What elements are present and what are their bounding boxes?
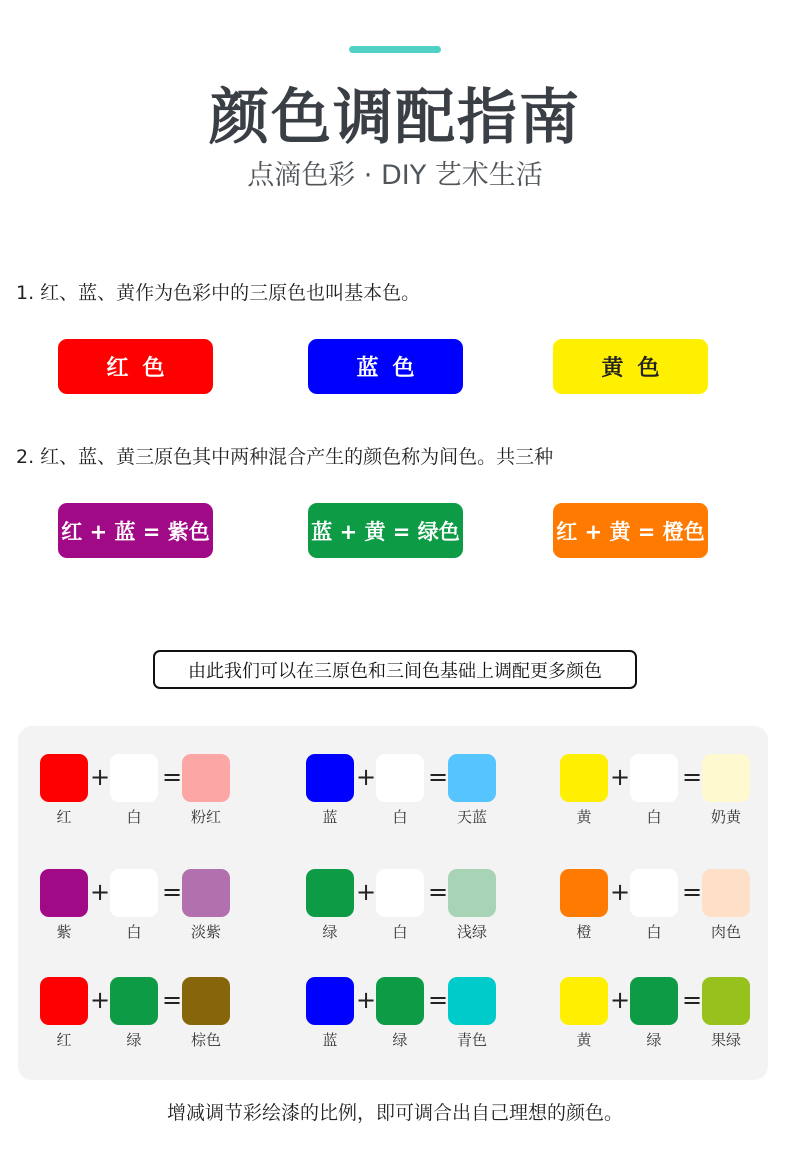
color-swatch-label: 浅绿 [456, 923, 487, 941]
color-swatch-label: 果绿 [710, 1031, 741, 1049]
secondary-colors-text: 2. 红、蓝、黄三原色其中两种混合产生的颜色称为间色。共三种 [16, 446, 554, 468]
color-swatch-label: 棕色 [190, 1031, 221, 1049]
equals-sign: = [428, 986, 449, 1014]
color-swatch-label: 白 [392, 808, 408, 826]
color-swatch-result [702, 869, 750, 917]
more-colors-callout: 由此我们可以在三原色和三间色基础上调配更多颜色 [153, 650, 637, 689]
pill-green-mix-label: 蓝 + 黄 = 绿色 [311, 519, 460, 544]
color-swatch-input [40, 869, 88, 917]
color-swatch-label: 绿 [126, 1031, 142, 1049]
color-swatch-result [182, 869, 230, 917]
color-swatch-label: 奶黄 [710, 808, 741, 826]
equals-sign: = [682, 763, 703, 791]
plus-sign: + [90, 878, 111, 906]
color-swatch-label: 粉红 [190, 808, 221, 826]
color-swatch-label: 紫 [56, 923, 72, 941]
color-swatch-input [630, 977, 678, 1025]
color-swatch-label: 青色 [456, 1031, 487, 1049]
color-swatch-input [630, 754, 678, 802]
color-swatch-label: 绿 [322, 923, 338, 941]
color-swatch-label: 蓝 [322, 1031, 338, 1049]
color-swatch-label: 白 [392, 923, 408, 941]
color-swatch-result [448, 754, 496, 802]
color-swatch-label: 蓝 [322, 808, 338, 826]
pill-blue-label: 蓝色 [356, 356, 429, 381]
color-swatch-label: 黄 [576, 808, 592, 826]
color-swatch-result [182, 754, 230, 802]
plus-sign: + [90, 763, 111, 791]
title-accent-bar [349, 46, 441, 53]
color-swatch-input [110, 869, 158, 917]
color-swatch-input [376, 754, 424, 802]
plus-sign: + [90, 986, 111, 1014]
pill-orange-mix-label: 红 + 黄 = 橙色 [556, 519, 705, 544]
plus-sign: + [356, 763, 377, 791]
color-swatch-input [40, 754, 88, 802]
footer-note: 增减调节彩绘漆的比例，即可调合出自己理想的颜色。 [166, 1102, 623, 1124]
page-subtitle: 点滴色彩 · DIY 艺术生活 [247, 160, 543, 191]
color-swatch-input [110, 977, 158, 1025]
color-swatch-input [376, 869, 424, 917]
equals-sign: = [428, 878, 449, 906]
color-swatch-label: 绿 [646, 1031, 662, 1049]
equals-sign: = [428, 763, 449, 791]
color-swatch-input [306, 977, 354, 1025]
pill-green-mix [308, 503, 463, 558]
color-swatch-label: 白 [646, 923, 662, 941]
plus-sign: + [356, 878, 377, 906]
color-swatch-result [448, 869, 496, 917]
color-swatch-input [560, 869, 608, 917]
mixing-chart-panel [18, 726, 768, 1080]
plus-sign: + [610, 878, 631, 906]
primary-colors-text: 1. 红、蓝、黄作为色彩中的三原色也叫基本色。 [16, 282, 421, 304]
color-swatch-input [630, 869, 678, 917]
color-swatch-result [182, 977, 230, 1025]
color-swatch-label: 橙 [576, 923, 592, 941]
pill-purple-mix-label: 红 + 蓝 = 紫色 [61, 519, 210, 544]
plus-sign: + [356, 986, 377, 1014]
color-swatch-result [702, 977, 750, 1025]
color-swatch-result [702, 754, 750, 802]
equals-sign: = [682, 878, 703, 906]
pill-red-label: 红色 [106, 356, 179, 381]
pill-orange-mix [553, 503, 708, 558]
pill-yellow [553, 339, 708, 394]
equals-sign: = [162, 763, 183, 791]
plus-sign: + [610, 763, 631, 791]
color-swatch-label: 白 [646, 808, 662, 826]
page-title: 颜色调配指南 [209, 83, 581, 153]
color-swatch-label: 淡紫 [190, 923, 221, 941]
color-swatch-label: 红 [56, 808, 72, 826]
color-swatch-label: 红 [56, 1031, 72, 1049]
color-swatch-input [110, 754, 158, 802]
color-swatch-label: 绿 [392, 1031, 408, 1049]
color-swatch-input [306, 869, 354, 917]
color-swatch-input [376, 977, 424, 1025]
color-swatch-label: 肉色 [710, 923, 741, 941]
equals-sign: = [682, 986, 703, 1014]
color-swatch-label: 黄 [576, 1031, 592, 1049]
color-swatch-input [40, 977, 88, 1025]
equals-sign: = [162, 986, 183, 1014]
color-swatch-input [560, 977, 608, 1025]
pill-blue [308, 339, 463, 394]
pill-yellow-label: 黄色 [601, 356, 674, 381]
pill-purple-mix [58, 503, 213, 558]
color-swatch-input [306, 754, 354, 802]
color-swatch-label: 白 [126, 923, 142, 941]
color-swatch-result [448, 977, 496, 1025]
color-swatch-input [560, 754, 608, 802]
equals-sign: = [162, 878, 183, 906]
color-swatch-label: 白 [126, 808, 142, 826]
pill-red [58, 339, 213, 394]
color-swatch-label: 天蓝 [456, 808, 487, 826]
plus-sign: + [610, 986, 631, 1014]
